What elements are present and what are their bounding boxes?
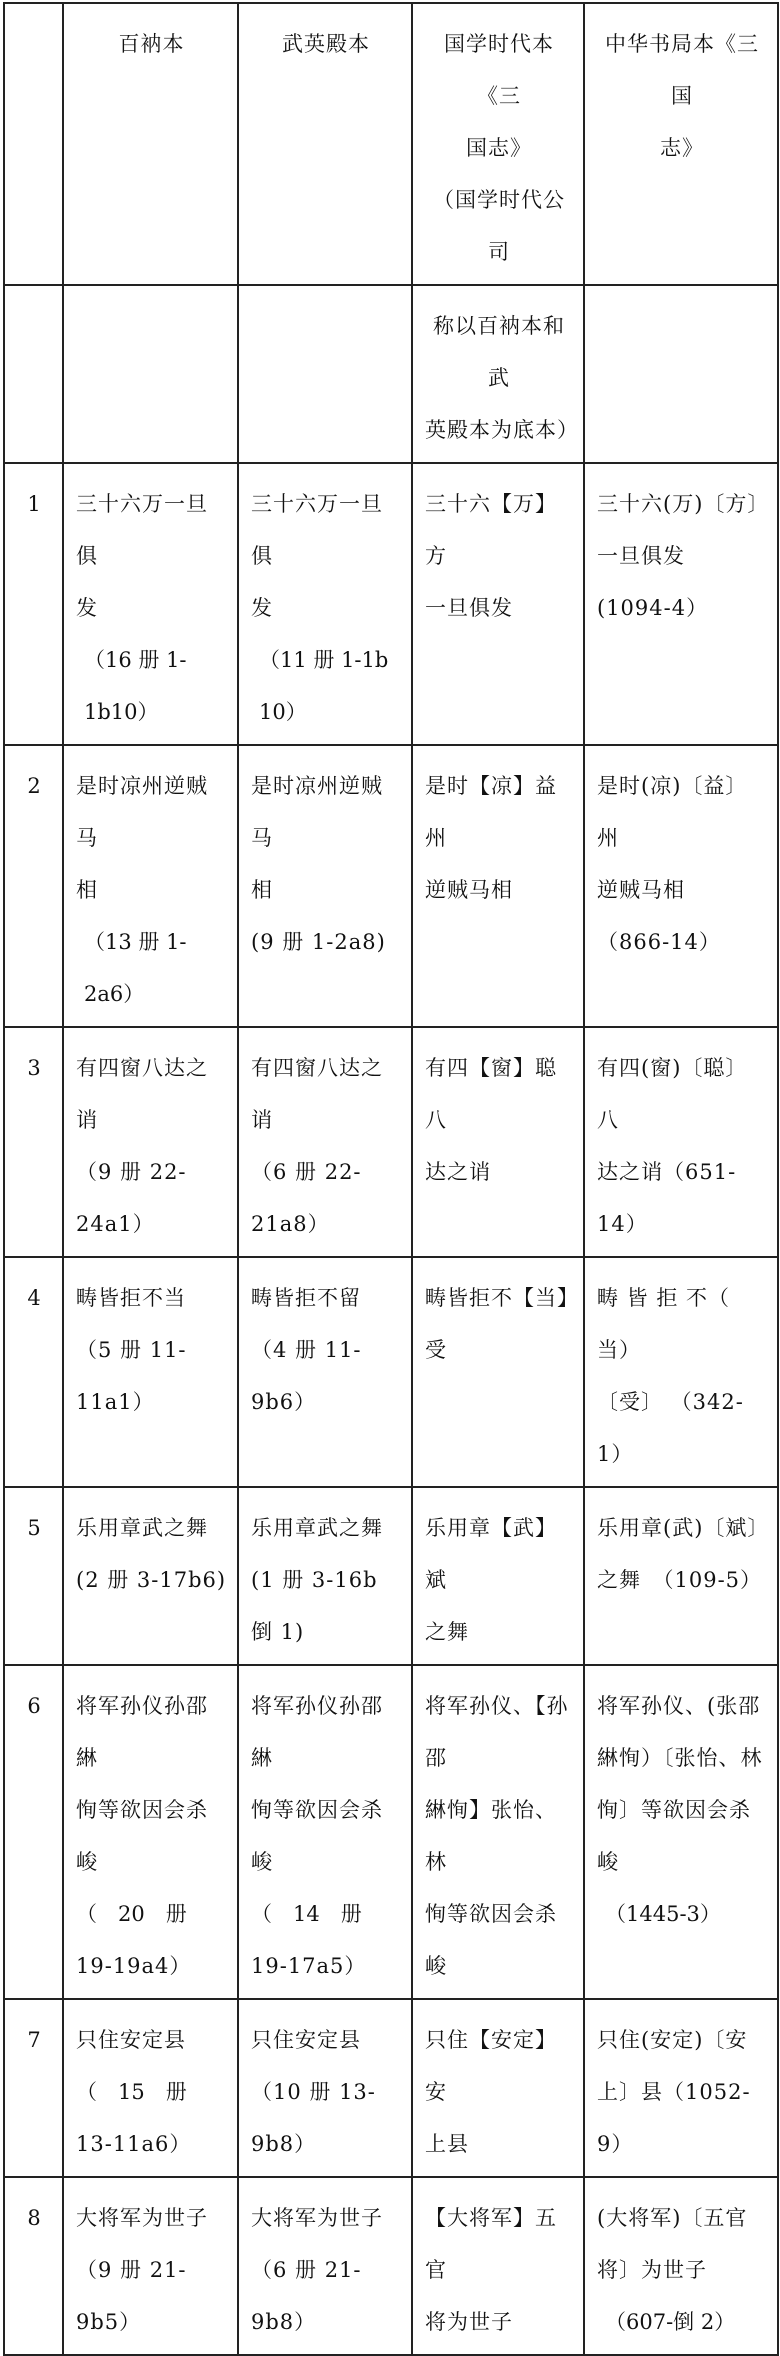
cell-reference: (1 册 3-16b 倒 1) — [251, 1568, 378, 1644]
cell-reference: 19-19a4） — [76, 1954, 192, 1978]
cell-text: 綝恂）〔张怡、林 — [597, 1746, 763, 1770]
cell-text: 大将军为世子 — [76, 2206, 208, 2230]
cell-baina — [63, 1257, 238, 1487]
cell-text: 乐用章【武】斌 — [425, 1516, 557, 1592]
cell-text: 是时凉州逆贼马 — [76, 774, 208, 850]
cell-text: 有四(窗)〔聪〕八 — [597, 1056, 748, 1132]
cell-zhonghua — [584, 1027, 778, 1257]
cell-zhonghua — [584, 1487, 778, 1665]
cell-text: 发 — [251, 596, 273, 620]
cell-text: 畴 皆 拒 不（ 当） — [597, 1286, 731, 1362]
cell-text: 恂等欲因会杀峻 — [76, 1798, 208, 1874]
cell-reference: （9 册 22-24a1） — [76, 1160, 187, 1236]
cell-text: 恂等欲因会杀峻 — [251, 1798, 383, 1874]
cell-reference: （ 14 册 — [251, 1902, 362, 1926]
header-zhonghua-line: 中华书局本《三国 — [605, 32, 759, 108]
cell-wuying — [238, 1487, 412, 1665]
cell-text: 将军孙仪、(张邵 — [597, 1694, 761, 1718]
cell-text: 相 — [76, 878, 98, 902]
cell-baina — [63, 1999, 238, 2177]
cell-text: 乐用章武之舞 — [76, 1516, 208, 1540]
row-number: 4 — [4, 1257, 63, 1487]
cell-zhonghua — [584, 1999, 778, 2177]
cell-text: 逆贼马相 — [597, 878, 685, 902]
table-row — [4, 745, 778, 1027]
cell-text: 乐用章武之舞 — [251, 1516, 383, 1540]
header-guoxue-line: （国学时代公司 — [433, 188, 565, 264]
table-row — [4, 1027, 778, 1257]
cell-text: 是时(凉)〔益〕州 — [597, 774, 748, 850]
cell-text: 只住(安定)〔安 — [597, 2028, 748, 2052]
cell-reference: （866-14） — [597, 930, 721, 954]
header-baina: 百衲本 — [63, 3, 238, 285]
cell-text: 相 — [251, 878, 273, 902]
cell-reference: 19-17a5） — [251, 1954, 367, 1978]
cell-wuying — [238, 1665, 412, 1999]
cell-baina — [63, 2177, 238, 2355]
cell-text: 綝恂】张怡、林 — [425, 1798, 557, 1874]
cell-wuying — [238, 2177, 412, 2355]
cell-text: 畴皆拒不当 — [76, 1286, 186, 1310]
cell-reference: 13-11a6） — [76, 2132, 192, 2156]
row-number: 5 — [4, 1487, 63, 1665]
cell-text: 将〕为世子 — [597, 2258, 707, 2282]
cell-reference: （11 册 1-1b 10） — [259, 648, 389, 724]
cell-reference: （10 册 13-9b8） — [251, 2080, 376, 2156]
cell-zhonghua — [584, 745, 778, 1027]
cell-text: 之舞 （109-5） — [597, 1568, 763, 1592]
cell-text: 有四窗八达之诮 — [251, 1056, 383, 1132]
table-row — [4, 1257, 778, 1487]
cell-text: 将为世子 — [425, 2310, 513, 2334]
cell-text: 达之诮（651-14） — [597, 1160, 737, 1236]
cell-reference: (2 册 3-17b6) — [76, 1568, 227, 1592]
cell-text: 恂等欲因会杀峻 — [425, 1902, 557, 1978]
cell-text: 一旦俱发 — [597, 544, 685, 568]
header-guoxue-line: 称以百衲本和武 — [433, 314, 565, 390]
header-guoxue-cont — [412, 285, 584, 463]
cell-guoxue — [412, 1487, 584, 1665]
cell-guoxue — [412, 2177, 584, 2355]
cell-reference: （607-倒 2） — [605, 2310, 736, 2334]
header-zhonghua — [584, 3, 778, 285]
cell-reference: （9 册 21-9b5） — [76, 2258, 187, 2334]
cell-text: 是时凉州逆贼马 — [251, 774, 383, 850]
cell-text: 三十六【万】方 — [425, 492, 557, 568]
cell-text: 上县 — [425, 2132, 469, 2156]
cell-guoxue — [412, 1257, 584, 1487]
cell-text: 将军孙仪孙邵綝 — [251, 1694, 383, 1770]
cell-text: 之舞 — [425, 1620, 469, 1644]
cell-reference: （6 册 22-21a8） — [251, 1160, 362, 1236]
cell-text: 三十六(万)〔方〕 — [597, 492, 770, 516]
cell-wuying — [238, 463, 412, 745]
cell-text: (大将军)〔五官 — [597, 2206, 748, 2230]
table-row — [4, 1665, 778, 1999]
cell-reference: （5 册 11-11a1） — [76, 1338, 187, 1414]
table-row — [4, 1999, 778, 2177]
cell-reference: （16 册 1-1b10） — [84, 648, 187, 724]
cell-text: 将军孙仪、【孙邵 — [425, 1694, 569, 1770]
row-number: 3 — [4, 1027, 63, 1257]
header-number-cell — [4, 3, 63, 285]
cell-reference: （13 册 1-2a6） — [84, 930, 187, 1006]
cell-text: 〔受〕 （342-1） — [597, 1390, 744, 1466]
cell-guoxue — [412, 1027, 584, 1257]
header-guoxue-line: 国志》 — [466, 136, 532, 160]
cell-baina — [63, 1487, 238, 1665]
cell-guoxue — [412, 1665, 584, 1999]
empty-cell — [63, 285, 238, 463]
cell-zhonghua — [584, 1665, 778, 1999]
cell-text: 【大将军】五官 — [425, 2206, 557, 2282]
cell-text: 乐用章(武)〔斌〕 — [597, 1516, 770, 1540]
row-number: 7 — [4, 1999, 63, 2177]
cell-guoxue — [412, 463, 584, 745]
cell-text: 将军孙仪孙邵綝 — [76, 1694, 208, 1770]
cell-wuying — [238, 1257, 412, 1487]
cell-text: 逆贼马相 — [425, 878, 513, 902]
cell-text: 有四【窗】聪八 — [425, 1056, 557, 1132]
cell-reference: （4 册 11-9b6） — [251, 1338, 362, 1414]
cell-reference: (1094-4） — [597, 596, 709, 620]
table-row — [4, 2177, 778, 2355]
cell-text: 畴皆拒不留 — [251, 1286, 361, 1310]
header-guoxue — [412, 3, 584, 285]
header-row-2 — [4, 285, 778, 463]
cell-baina — [63, 1027, 238, 1257]
cell-zhonghua — [584, 2177, 778, 2355]
cell-wuying — [238, 1027, 412, 1257]
row-number: 2 — [4, 745, 63, 1027]
cell-text: 上〕县（1052-9） — [597, 2080, 751, 2156]
cell-reference: （6 册 21-9b8） — [251, 2258, 362, 2334]
cell-text: 达之诮 — [425, 1160, 491, 1184]
cell-text: 三十六万一旦俱 — [251, 492, 383, 568]
cell-reference: (9 册 1-2a8) — [251, 930, 386, 954]
row-number: 8 — [4, 2177, 63, 2355]
row-number: 6 — [4, 1665, 63, 1999]
cell-wuying — [238, 745, 412, 1027]
header-zhonghua-line: 志》 — [660, 136, 704, 160]
cell-guoxue — [412, 1999, 584, 2177]
header-wuying: 武英殿本 — [238, 3, 412, 285]
cell-text: 大将军为世子 — [251, 2206, 383, 2230]
cell-wuying — [238, 1999, 412, 2177]
cell-text: 一旦俱发 — [425, 596, 513, 620]
header-guoxue-line: 国学时代本《三 — [444, 32, 554, 108]
empty-cell — [4, 285, 63, 463]
cell-text: 受 — [425, 1338, 447, 1362]
cell-text: 有四窗八达之诮 — [76, 1056, 208, 1132]
cell-text: 是时【凉】益州 — [425, 774, 557, 850]
cell-text: 只住安定县 — [251, 2028, 361, 2052]
table-row — [4, 1487, 778, 1665]
row-number: 1 — [4, 463, 63, 745]
collation-table — [3, 2, 779, 2356]
cell-text: 只住安定县 — [76, 2028, 186, 2052]
cell-zhonghua — [584, 463, 778, 745]
cell-baina — [63, 1665, 238, 1999]
cell-text: 发 — [76, 596, 98, 620]
table-row — [4, 463, 778, 745]
cell-text: 只住【安定】安 — [425, 2028, 557, 2104]
cell-text: 恂〕等欲因会杀峻 — [597, 1798, 751, 1874]
header-guoxue-line: 英殿本为底本） — [425, 418, 579, 442]
cell-zhonghua — [584, 1257, 778, 1487]
empty-cell — [238, 285, 412, 463]
cell-reference: （ 20 册 — [76, 1902, 187, 1926]
cell-baina — [63, 745, 238, 1027]
header-row-1 — [4, 3, 778, 285]
cell-text: 三十六万一旦俱 — [76, 492, 208, 568]
cell-baina — [63, 463, 238, 745]
cell-guoxue — [412, 745, 584, 1027]
cell-reference: （ 15 册 — [76, 2080, 187, 2104]
cell-reference: （1445-3） — [605, 1902, 721, 1926]
cell-text: 畴皆拒不【当】 — [425, 1286, 579, 1310]
empty-cell — [584, 285, 778, 463]
